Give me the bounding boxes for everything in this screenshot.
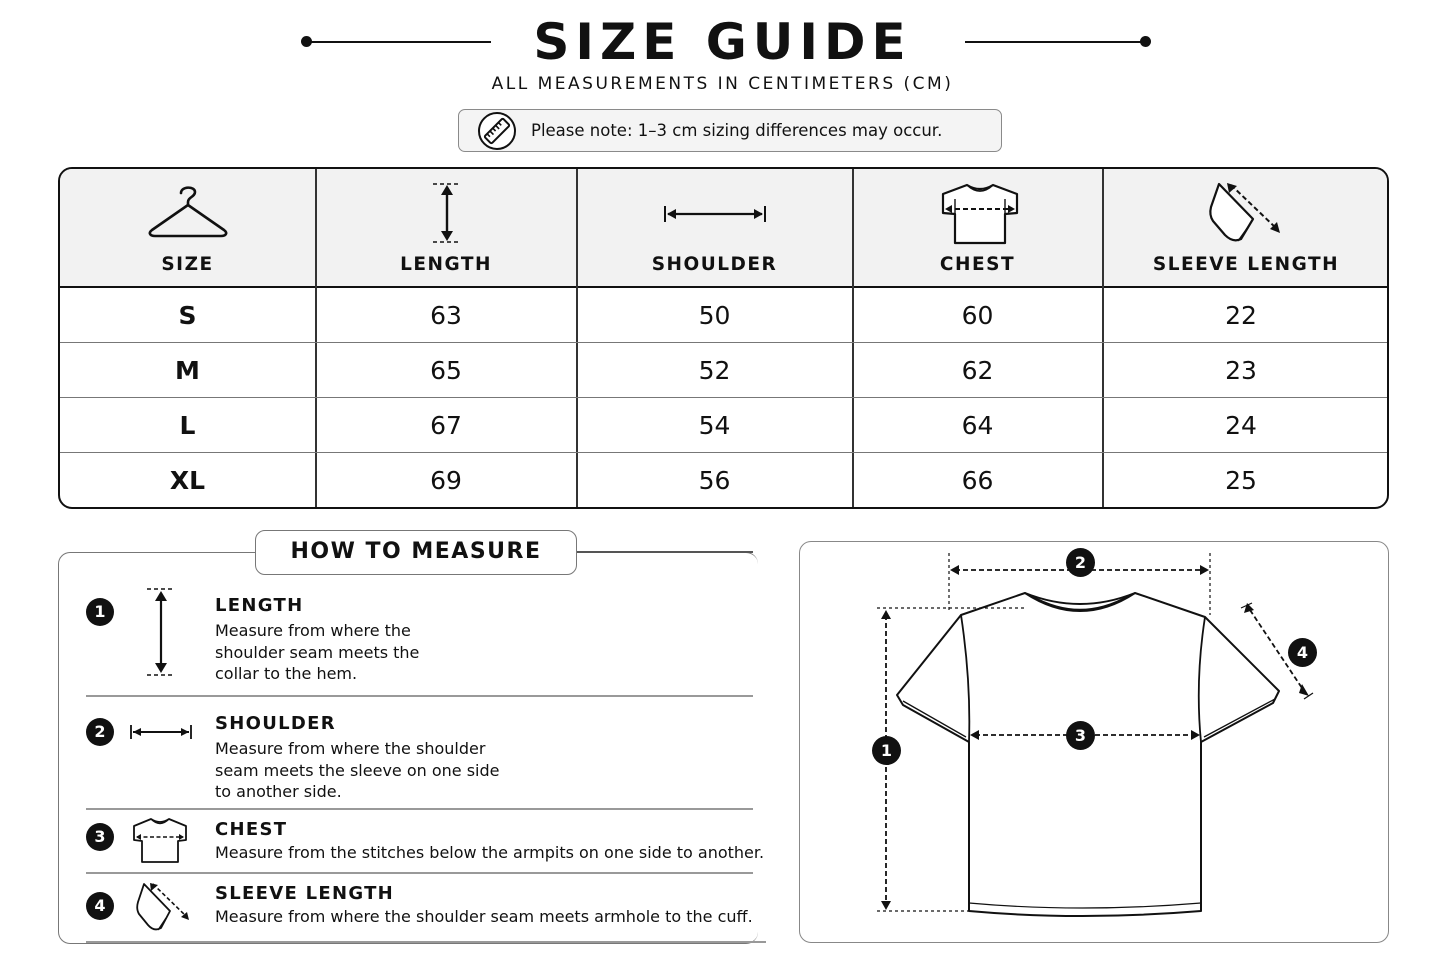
- length-cell: 67: [430, 411, 462, 440]
- title-rule-dot-right: [1140, 36, 1151, 47]
- tshirt-chest-icon: [939, 181, 1021, 245]
- sizing-note-text: Please note: 1–3 cm sizing differences may occur.: [531, 120, 943, 140]
- divider: [86, 695, 753, 697]
- shoulder-cell: 56: [698, 466, 731, 495]
- measure-desc-line: Measure from where the shoulder seam meets armhole to the cuff.: [215, 907, 753, 926]
- vertical-arrow-icon: [430, 181, 464, 245]
- size-table: [58, 167, 1389, 509]
- divider: [86, 941, 766, 943]
- divider: [86, 872, 753, 874]
- size-cell: S: [178, 301, 197, 330]
- page-subtitle: ALL MEASUREMENTS IN CENTIMETERS (CM): [491, 74, 954, 94]
- shoulder-cell: 50: [698, 301, 731, 330]
- table-row: [60, 288, 1389, 343]
- horizontal-arrow-icon: [662, 203, 768, 225]
- header-label: LENGTH: [400, 254, 492, 275]
- sizing-note: [458, 109, 1002, 152]
- table-row: [60, 343, 1389, 398]
- measure-title-shoulder: SHOULDER: [215, 713, 336, 734]
- title-row: [0, 12, 1445, 72]
- shoulder-cell: 54: [698, 411, 731, 440]
- header-label: SIZE: [161, 254, 214, 275]
- hanger-icon: [147, 181, 229, 239]
- chest-cell: 60: [961, 301, 994, 330]
- measure-desc-line: to another side.: [215, 782, 342, 801]
- panel-top-rule: [577, 551, 753, 553]
- chest-cell: 62: [961, 356, 994, 385]
- shoulder-cell: 52: [698, 356, 731, 385]
- measure-title-chest: CHEST: [215, 819, 288, 840]
- measure-desc-line: Measure from the stitches below the armpits on one side to another.: [215, 843, 765, 862]
- table-row: [60, 453, 1389, 508]
- step-number-badge: 1: [86, 598, 114, 626]
- measure-desc-line: seam meets the sleeve on one side: [215, 760, 500, 780]
- length-cell: 65: [430, 356, 462, 385]
- sleeve-cell: 24: [1225, 411, 1257, 440]
- how-to-measure-title: HOW TO MEASURE: [255, 530, 577, 575]
- sleeve-cell: 22: [1225, 301, 1257, 330]
- chest-cell: 64: [961, 411, 994, 440]
- step-number-badge: 3: [86, 823, 114, 851]
- measure-desc-line: Measure from where the: [215, 621, 411, 640]
- sleeve-cell: 25: [1225, 466, 1257, 495]
- length-cell: 69: [430, 466, 462, 495]
- step-number-badge: 2: [86, 718, 114, 746]
- measure-desc-line: collar to the hem.: [215, 664, 358, 683]
- vertical-arrow-icon: [145, 586, 177, 678]
- chest-cell: 66: [961, 466, 994, 495]
- size-cell: L: [179, 411, 196, 440]
- step-number-badge: 4: [86, 892, 114, 920]
- measure-desc-line: Measure from where the shoulder: [215, 739, 486, 758]
- diagram-marker-chest: 3: [1066, 721, 1095, 750]
- header-sleeve-length: [1103, 169, 1389, 288]
- diagram-marker-shoulder: 2: [1066, 548, 1095, 577]
- diagram-marker-length: 1: [872, 736, 901, 765]
- header-label: CHEST: [939, 254, 1016, 275]
- divider: [86, 808, 753, 810]
- table-row: [60, 398, 1389, 453]
- measure-title-length: LENGTH: [215, 595, 304, 616]
- size-cell: XL: [169, 466, 206, 495]
- title-rule-right: [965, 41, 1145, 43]
- diagram-marker-sleeve: 4: [1288, 638, 1317, 667]
- header-label: SHOULDER: [651, 254, 778, 275]
- header-label: SLEEVE LENGTH: [1152, 254, 1340, 275]
- tshirt-chest-icon: [131, 816, 189, 864]
- size-cell: M: [175, 356, 200, 385]
- header-length: [316, 169, 576, 288]
- measure-desc-line: shoulder seam meets the: [215, 642, 420, 662]
- sleeve-cell: 23: [1225, 356, 1257, 385]
- ruler-icon: [477, 111, 517, 151]
- sleeve-icon: [135, 881, 191, 933]
- header-chest: [853, 169, 1102, 288]
- length-cell: 63: [430, 301, 462, 330]
- horizontal-arrow-icon: [129, 723, 193, 741]
- header-size: [60, 169, 315, 288]
- page-title: SIZE GUIDE: [533, 13, 912, 71]
- measure-title-sleeve-length: SLEEVE LENGTH: [215, 883, 395, 904]
- sleeve-icon: [1207, 181, 1283, 245]
- header-shoulder: [577, 169, 852, 288]
